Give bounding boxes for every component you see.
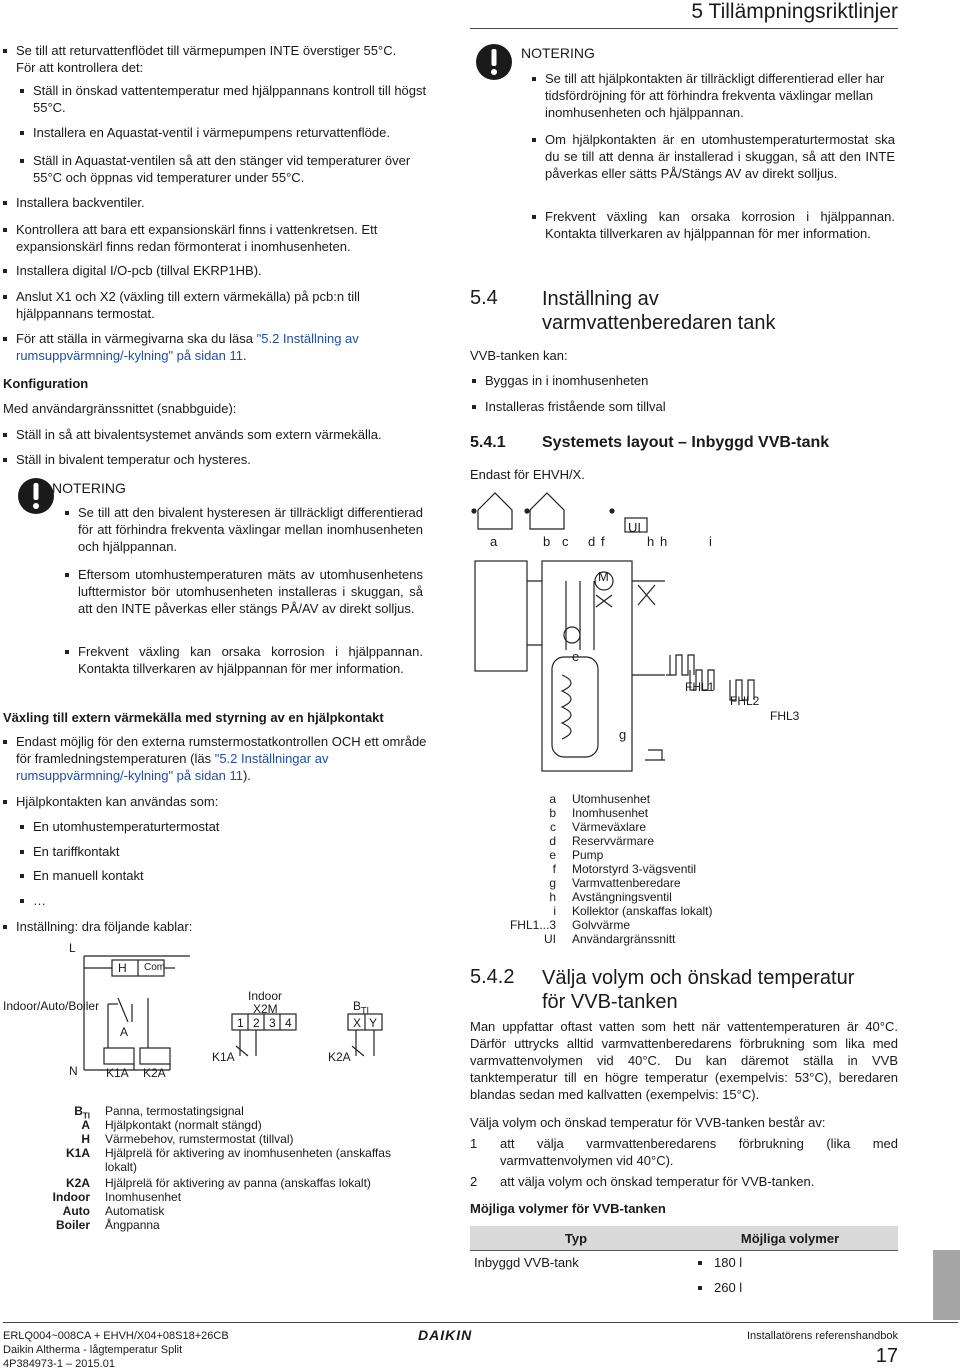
- diag-fhl3: FHL3: [770, 709, 800, 723]
- sub-utomhus: En utomhustemperaturtermostat: [33, 818, 433, 835]
- sub-bullet-2: Installera en Aquastat-ventil i värmepumpens returvattenflöde.: [33, 124, 433, 141]
- wire-t3: 3: [269, 1016, 276, 1030]
- bullet-expansion: Kontrollera att bara ett expansionskärl finns i vattenkretsen. Ett expansionskärl finns redan förmonterat i inomhusenheten.: [16, 221, 436, 255]
- heading-vaxling: Växling till extern värmekälla med styrning av en hjälpkontakt: [3, 710, 384, 725]
- legend-row: g Varmvattenberedare: [549, 876, 681, 890]
- note-title-left: NOTERING: [52, 480, 126, 496]
- note-left-1: Se till att den bivalent hysteresen är tillräckligt differentierad för att förhindra frekventa växlingar mellan inomhusenheten och hjälppannan.: [78, 505, 423, 554]
- diag-h2: h: [660, 534, 668, 549]
- footer-handbook: Installatörens referenshandbok: [746, 1330, 898, 1342]
- paragraph-volume: Man uppfattar oftast vatten som hett när vattentemperaturen är 40°C. Därför uttrycks alltid varmvattenberedarens förbrukning som lika med varmvattenvolymen vid 40°C. Du kan däremot ställa in VVB tanktemperatur till en högre temperatur (exempelvis: 53°C), beredaren blandas sedan med kallvatten (exempelvis: 15°C).: [470, 1019, 898, 1102]
- side-tab: [933, 1250, 960, 1320]
- vvb-intro: VVB-tanken kan:: [470, 348, 568, 363]
- bullet-endast: Endast möjlig för den externa rumstermostatkontrollen OCH ett område för framledningstemperaturen (läs "5.2 Inställningar av rumsuppvärmning/-kylning" på sidan 11).: [16, 733, 436, 784]
- page-number: 17: [875, 1345, 898, 1367]
- heading-konfiguration: Konfiguration: [3, 376, 89, 391]
- legend-row: K1A Hjälprelä för aktivering av inomhusenheten (anskaffas lokalt): [65, 1146, 391, 1174]
- table-row: [470, 1251, 898, 1305]
- bullet-installning: Inställning: dra följande kablar:: [16, 918, 436, 935]
- wire-indoor-boiler: Indoor/Auto/Boiler: [3, 999, 100, 1013]
- layout-legend: [470, 792, 770, 946]
- sub-bullet-3: Ställ in Aquastat-ventilen så att den stänger vid temperaturer över 55°C och öppnas vid temperaturer under 55°C.: [33, 152, 433, 186]
- legend-row: H Värmebehov, rumstermostat (tillval): [81, 1132, 294, 1146]
- bullet-x1x2: Anslut X1 och X2 (växling till extern värmekälla) på pcb:n till hjälppannans termostat.: [16, 288, 436, 322]
- bullet-returnflow: Se till att returvattenflödet till värmepumpen INTE överstiger 55°C. För att kontrollera det:: [16, 42, 436, 76]
- diag-a: a: [490, 534, 498, 549]
- table-header-typ: Typ: [470, 1226, 682, 1251]
- legend-row: K2A Hjälprelä för aktivering av panna (anskaffas lokalt): [65, 1176, 371, 1190]
- wire-L: L: [69, 941, 76, 955]
- wire-k2a-box: K2A: [143, 1066, 166, 1080]
- legend-row: e Pump: [549, 848, 604, 862]
- legend-row: $B_{TI}$ Panna, termostatingsignal: [74, 1104, 244, 1121]
- section-5-4-title: Inställning av varmvattenberedaren tank: [542, 288, 776, 334]
- wire-k1a: K1A: [212, 1050, 235, 1064]
- bullet-sensors: För att ställa in värmegivarna ska du läsa "5.2 Inställning av rumsuppvärmning/-kylning" på sidan 11.: [16, 330, 436, 364]
- vvb-bullet-2: Installeras fristående som tillval: [485, 399, 666, 414]
- step-1-number: 1: [470, 1136, 478, 1151]
- bullet-hjalpkontakt: Hjälpkontakten kan användas som:: [16, 793, 436, 810]
- note-left-3: Frekvent växling kan orsaka korrosion i hjälppannan. Kontakta tillverkaren av hjälppannan för mer information.: [78, 644, 423, 676]
- legend-row: c Värmeväxlare: [550, 820, 647, 834]
- table-header-row: [470, 1226, 898, 1251]
- diag-f: f: [601, 534, 605, 549]
- section-5-4-number: 5.4: [470, 287, 498, 309]
- step-2-number: 2: [470, 1174, 478, 1189]
- legend-row: h Avstängningsventil: [549, 890, 672, 904]
- diag-m: M: [598, 569, 609, 584]
- legend-row: UI Användargränssnitt: [544, 932, 676, 946]
- header-rule: [470, 28, 898, 29]
- wire-indoor: Indoor: [248, 989, 283, 1003]
- note-left-2: Eftersom utomhustemperaturen mäts av utomhusenhetens lufttermistor bör utomhusenheten installeras i skuggan, så att den INTE påverkas eller stängs PÅ/AV av direkt solljus.: [78, 567, 423, 616]
- section-5-4-1-title: Systemets layout – Inbyggd VVB-tank: [542, 434, 830, 451]
- section-5-4-1-number: 5.4.1: [470, 434, 506, 451]
- wiring-legend: [0, 1104, 440, 1232]
- sub-manuell: En manuell kontakt: [33, 867, 433, 884]
- volumes-table: [470, 1226, 898, 1304]
- diag-fhl1: FHL1: [685, 680, 715, 694]
- daikin-logo: DAIKIN: [418, 1327, 473, 1343]
- note-right-3: Frekvent växling kan orsaka korrosion i hjälppannan. Kontakta tillverkaren av hjälppannan för mer information.: [545, 209, 895, 241]
- konf-intro: Med användargränssnittet (snabbguide):: [3, 401, 237, 416]
- table-header-volymer: Möjliga volymer: [682, 1226, 898, 1251]
- legend-row: Auto Automatisk: [62, 1204, 165, 1218]
- note-right-2: Om hjälpkontakten är en utomhustemperaturtermostat ska du se till att denna är installerad i skuggan, så att den INTE påverkas eller sätts PÅ/Stängs AV av direkt solljus.: [545, 132, 895, 181]
- legend-row: b Inomhusenhet: [549, 806, 649, 820]
- wire-t4: 4: [285, 1016, 292, 1030]
- diag-h1: h: [647, 534, 655, 549]
- diag-g: g: [619, 727, 627, 742]
- chapter-title: 5 Tillämpningsriktlinjer: [691, 0, 898, 23]
- wire-t1: 1: [237, 1016, 244, 1030]
- table-cell-type: Inbyggd VVB-tank: [474, 1255, 579, 1270]
- diag-fhl2: FHL2: [730, 694, 760, 708]
- diag-d: d: [588, 534, 596, 549]
- diag-b: b: [543, 534, 551, 549]
- wire-H: H: [118, 961, 127, 975]
- wire-k2a: K2A: [328, 1050, 351, 1064]
- wire-Com: Com: [144, 962, 166, 973]
- legend-row: A Hjälpkontakt (normalt stängd): [81, 1118, 262, 1132]
- legend-row: i Kollektor (anskaffas lokalt): [553, 904, 713, 918]
- volume-item: 260 l: [686, 1280, 894, 1300]
- paragraph-steps-intro: Välja volym och önskad temperatur för VVB-tanken består av:: [470, 1115, 826, 1130]
- diag-e: e: [572, 649, 580, 664]
- note-title-right: NOTERING: [521, 45, 595, 61]
- bullet-backventiler: Installera backventiler.: [16, 194, 436, 211]
- system-layout-diagram: [470, 485, 820, 785]
- wire-x: X: [353, 1016, 362, 1030]
- legend-row: FHL1...3 Golvvärme: [509, 918, 631, 932]
- footer-docnum: 4P384973-1 – 2015.01: [3, 1358, 115, 1370]
- legend-row: Boiler Ångpanna: [55, 1218, 160, 1232]
- link-5-2[interactable]: "5.2 Inställning av rumsuppvärmning/-kylning" på sidan 11: [16, 331, 359, 363]
- volume-item: 180 l: [686, 1255, 894, 1280]
- legend-row: a Utomhusenhet: [549, 792, 651, 806]
- sub-ellipsis: …: [33, 892, 433, 909]
- wire-bti: $B_{TI}$: [353, 999, 370, 1016]
- footer-product: Daikin Altherma - lågtemperatur Split: [3, 1344, 183, 1356]
- bullet-bivalent-temp: Ställ in bivalent temperatur och hysteres.: [16, 451, 436, 468]
- bullet-bivalent-system: Ställ in så att bivalentsystemet används som extern värmekälla.: [16, 426, 436, 443]
- layout-intro: Endast för EHVH/X.: [470, 467, 585, 482]
- step-1-text: att välja varmvattenberedarens förbrukning (lika med varmvattenvolymen vid 40°C).: [500, 1136, 898, 1168]
- footer-model: ERLQ004~008CA + EHVH/X04+08S18+26CB: [3, 1330, 229, 1342]
- step-2-text: att välja volym och önskad temperatur för VVB-tanken.: [500, 1174, 815, 1189]
- diag-c: c: [562, 534, 569, 549]
- diag-ui: UI: [628, 520, 641, 535]
- diag-i: i: [709, 534, 712, 549]
- section-5-4-2-title: Välja volym och önskad temperatur för VVB-tanken: [542, 967, 855, 1013]
- footer-rule: [3, 1322, 958, 1323]
- sub-tariff: En tariffkontakt: [33, 843, 433, 860]
- link-5-2b[interactable]: "5.2 Inställningar av rumsuppvärmning/-kylning" på sidan 11: [16, 751, 329, 783]
- legend-row: f Motorstyrd 3-vägsventil: [552, 862, 697, 876]
- table-cell-volumes: [682, 1251, 898, 1305]
- wire-A: A: [120, 1025, 129, 1039]
- warning-icon: [472, 40, 516, 84]
- wire-y: Y: [369, 1016, 378, 1030]
- vvb-bullet-1: Byggas in i inomhusenheten: [485, 373, 649, 388]
- wire-t2: 2: [253, 1016, 260, 1030]
- section-5-4-2-number: 5.4.2: [470, 966, 515, 988]
- bullet-io-pcb: Installera digital I/O-pcb (tillval EKRP1HB).: [16, 262, 436, 279]
- note-right-1: Se till att hjälpkontakten är tillräckligt differentierad eller har tidsfördröjning för att förhindra frekventa växlingar mellan inomhusenheten och hjälppannan.: [545, 70, 895, 121]
- sub-bullet-1: Ställ in önskad vattentemperatur med hjälppannans kontroll till högst 55°C.: [33, 82, 433, 116]
- legend-row: Indoor Inomhusenhet: [52, 1190, 182, 1204]
- legend-row: d Reservvärmare: [549, 834, 655, 848]
- wire-N: N: [69, 1064, 78, 1078]
- wire-k1a-box: K1A: [106, 1066, 129, 1080]
- volumes-title: Möjliga volymer för VVB-tanken: [470, 1201, 666, 1216]
- wire-x2m: X2M: [253, 1002, 278, 1016]
